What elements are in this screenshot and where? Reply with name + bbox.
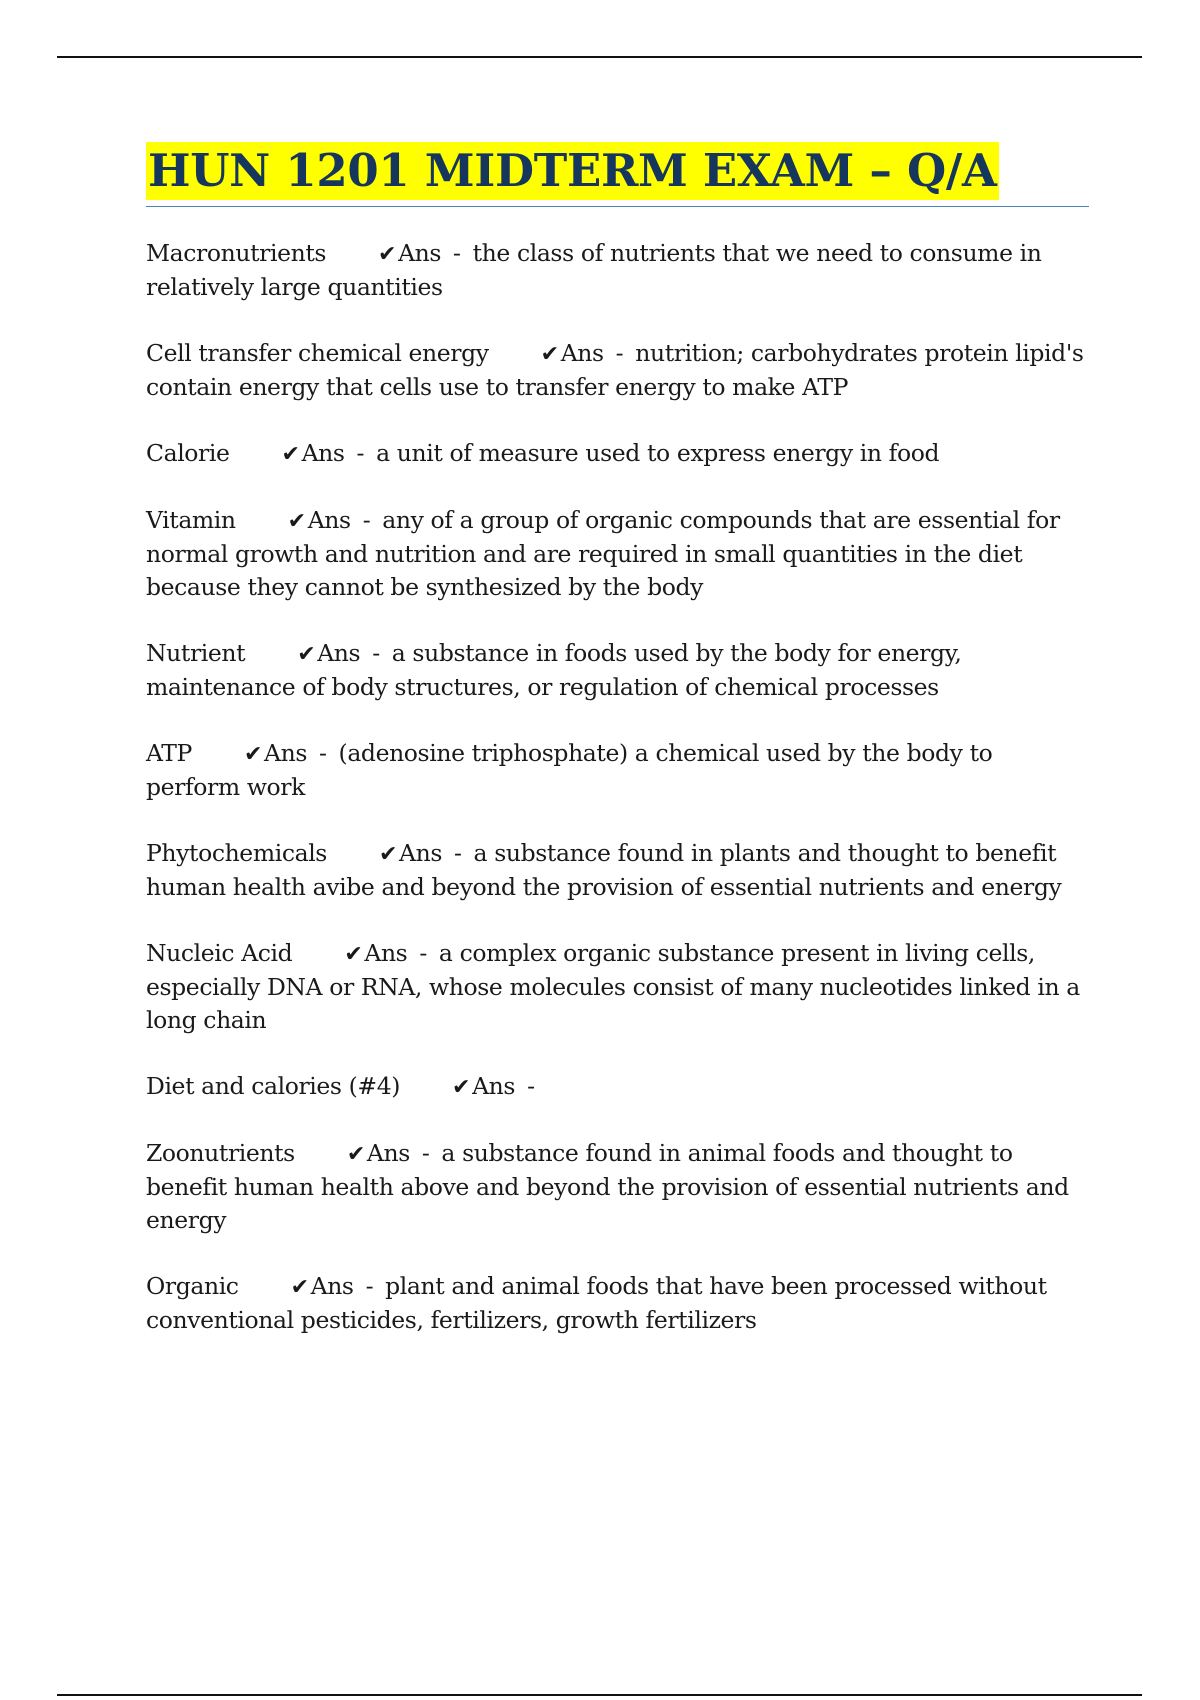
answer-marker: Ans <box>364 939 408 967</box>
question-term: Cell transfer chemical energy <box>146 339 489 367</box>
top-page-rule <box>57 56 1142 58</box>
answer-separator: - <box>356 439 365 467</box>
answer-text: a substance found in plants and thought to benefit human health avibe and beyond the provision of essential nutrients and energy <box>146 839 1062 901</box>
question-term: Macronutrients <box>146 239 327 267</box>
answer-separator: - <box>421 1139 430 1167</box>
checkmark-icon: ✔ <box>297 642 316 667</box>
answer-separator: - <box>527 1072 535 1100</box>
answer-separator: - <box>372 639 380 667</box>
question-term: ATP <box>146 739 192 767</box>
question-term: Nutrient <box>146 639 246 667</box>
answer-text: a unit of measure used to express energy in food <box>376 439 940 467</box>
page-title: HUN 1201 MIDTERM EXAM – Q/A <box>146 142 999 200</box>
answer-marker: Ans <box>399 839 442 867</box>
qa-list <box>146 237 1089 1337</box>
qa-item <box>146 237 1089 304</box>
qa-item <box>146 337 1089 404</box>
answer-text: the class of nutrients that we need to consume in relatively large quantities <box>146 239 1042 301</box>
question-term: Vitamin <box>146 506 236 534</box>
qa-item <box>146 437 1089 471</box>
answer-text: nutrition; carbohydrates protein lipid's contain energy that cells use to transfer energy to make ATP <box>146 339 1084 401</box>
qa-item <box>146 637 1089 704</box>
checkmark-icon: ✔ <box>290 1275 309 1300</box>
question-term: Diet and calories (#4) <box>146 1072 401 1100</box>
answer-separator: - <box>319 739 327 767</box>
question-term: Organic <box>146 1272 239 1300</box>
qa-item <box>146 937 1089 1037</box>
checkmark-icon: ✔ <box>452 1075 471 1100</box>
answer-marker: Ans <box>317 639 361 667</box>
answer-marker: Ans <box>301 439 345 467</box>
question-term: Phytochemicals <box>146 839 327 867</box>
bottom-page-rule <box>57 1694 1142 1696</box>
checkmark-icon: ✔ <box>344 942 363 967</box>
answer-separator: - <box>362 506 371 534</box>
answer-marker: Ans <box>560 339 604 367</box>
qa-item <box>146 1070 1089 1104</box>
qa-item <box>146 504 1089 604</box>
answer-text: plant and animal foods that have been processed without conventional pesticides, fertilizers, growth fertilizers <box>146 1272 1047 1334</box>
answer-separator: - <box>453 239 461 267</box>
checkmark-icon: ✔ <box>378 842 398 867</box>
question-term: Calorie <box>146 439 230 467</box>
answer-separator: - <box>615 339 624 367</box>
qa-item <box>146 837 1089 904</box>
checkmark-icon: ✔ <box>540 342 559 367</box>
answer-text: a complex organic substance present in living cells, especially DNA or RNA, whose molecules consist of many nucleotides linked in a long chain <box>146 939 1080 1034</box>
answer-marker: Ans <box>307 506 351 534</box>
answer-separator: - <box>453 839 462 867</box>
answer-text: a substance found in animal foods and thought to benefit human health above and beyond the provision of essential nutrients and energy <box>146 1139 1069 1234</box>
question-term: Zoonutrients <box>146 1139 295 1167</box>
qa-item <box>146 737 1089 804</box>
answer-text: a substance in foods used by the body for energy, maintenance of body structures, or regulation of chemical processes <box>146 639 962 701</box>
answer-text: (adenosine triphosphate) a chemical used by the body to perform work <box>146 739 993 801</box>
question-term: Nucleic Acid <box>146 939 293 967</box>
checkmark-icon: ✔ <box>346 1142 365 1167</box>
answer-marker: Ans <box>366 1139 410 1167</box>
checkmark-icon: ✔ <box>281 442 300 467</box>
answer-separator: - <box>365 1272 374 1300</box>
qa-item <box>146 1137 1089 1237</box>
checkmark-icon: ✔ <box>378 242 397 267</box>
checkmark-icon: ✔ <box>243 742 263 767</box>
qa-item <box>146 1270 1089 1337</box>
checkmark-icon: ✔ <box>287 509 306 534</box>
answer-marker: Ans <box>264 739 307 767</box>
answer-marker: Ans <box>472 1072 516 1100</box>
answer-marker: Ans <box>310 1272 354 1300</box>
answer-marker: Ans <box>398 239 442 267</box>
document-body <box>146 142 1089 1370</box>
answer-text: any of a group of organic compounds that are essential for normal growth and nutrition and are required in small quantities in the diet because they cannot be synthesized by the body <box>146 506 1060 601</box>
answer-separator: - <box>419 939 427 967</box>
title-block <box>146 142 1089 207</box>
